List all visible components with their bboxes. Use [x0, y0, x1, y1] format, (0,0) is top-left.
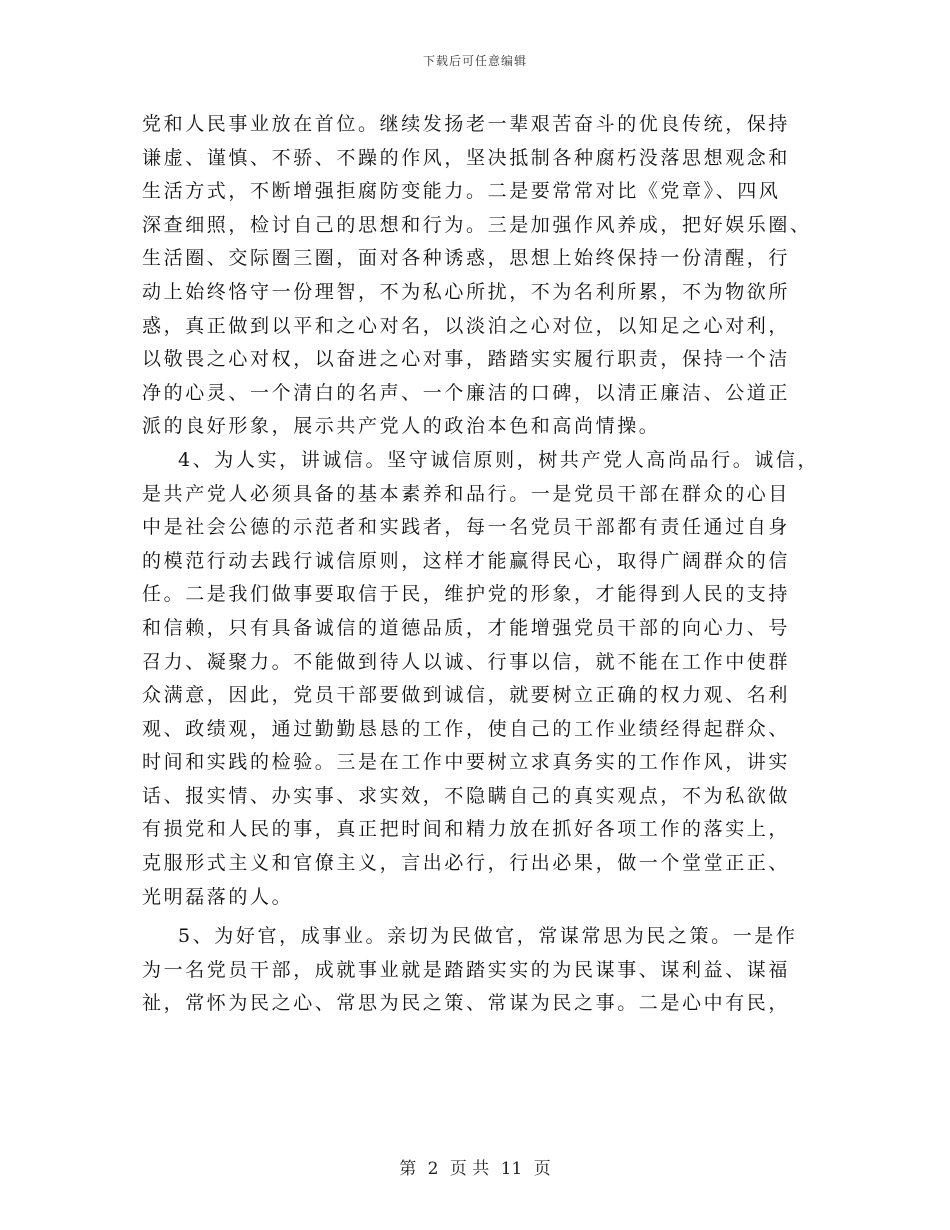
total-page-count: 11	[500, 1159, 523, 1179]
text-line: 的模范行动去践行诚信原则，这样才能赢得民心，取得广阔群众的信	[142, 549, 791, 572]
text-line: 动上始终恪守一份理智，不为私心所扰，不为名利所累，不为物欲所	[142, 280, 791, 303]
text-line: 深查细照，检讨自己的思想和行为。三是加强作风养成，把好娱乐圈、	[142, 213, 812, 236]
current-page-number: 2	[427, 1159, 439, 1179]
footer-prefix: 第	[399, 1159, 417, 1179]
text-line: 时间和实践的检验。三是在工作中要树立求真务实的工作作风，讲实	[142, 751, 791, 774]
text-line: 任。二是我们做事要取信于民，维护党的形象，才能得到人民的支持	[142, 583, 791, 606]
text-line: 4、为人实，讲诚信。坚守诚信原则，树共产党人高尚品行。诚信，	[178, 448, 820, 471]
text-line: 派的良好形象，展示共产党人的政治本色和高尚情操。	[142, 415, 661, 438]
page-header: 下载后可任意编辑	[422, 54, 527, 68]
text-line: 党和人民事业放在首位。继续发扬老一辈艰苦奋斗的优良传统，保持	[142, 113, 791, 135]
text-line: 净的心灵、一个清白的名声、一个廉洁的口碑，以清正廉洁、公道正	[142, 381, 791, 404]
text-line: 以敬畏之心对权，以奋进之心对事，踏踏实实履行职责，保持一个洁	[142, 348, 791, 371]
text-line: 光明磊落的人。	[142, 885, 294, 908]
text-line: 为一名党员干部，成就事业就是踏踏实实的为民谋事、谋利益、谋福	[142, 958, 791, 981]
page-footer	[0, 1154, 950, 1179]
text-line: 惑，真正做到以平和之心对名，以淡泊之心对位，以知足之心对利，	[142, 314, 791, 337]
text-line: 和信赖，只有具备诚信的道德品质，才能增强党员干部的向心力、号	[142, 616, 791, 639]
paragraph-1	[142, 108, 812, 444]
text-line: 5、为好官，成事业。亲切为民做官，常谋常思为民之策。一是作	[178, 925, 798, 948]
text-line: 是共产党人必须具备的基本素养和品行。一是党员干部在群众的心目	[142, 482, 791, 505]
text-line: 谦虚、谨慎、不骄、不躁的作风，坚决抵制各种腐朽没落思想观念和	[142, 146, 791, 169]
paragraph-3	[142, 920, 812, 1021]
text-line: 中是社会公德的示范者和实践者，每一名党员干部都有责任通过自身	[142, 516, 791, 539]
text-line: 克服形式主义和官僚主义，言出必行，行出必果，做一个堂堂正正、	[142, 852, 791, 875]
footer-middle: 页 共	[449, 1159, 490, 1179]
footer-suffix: 页	[533, 1159, 551, 1179]
paragraph-2	[142, 444, 820, 914]
text-line: 生活方式，不断增强拒腐防变能力。二是要常常对比《党章》、四风	[142, 180, 781, 203]
text-line: 祉，常怀为民之心、常思为民之策、常谋为民之事。二是心中有民，	[142, 992, 791, 1015]
document-body	[142, 108, 820, 1021]
text-line: 众满意，因此，党员干部要做到诚信，就要树立正确的权力观、名利	[142, 684, 791, 707]
text-line: 召力、凝聚力。不能做到待人以诚、行事以信，就不能在工作中使群	[142, 650, 791, 673]
text-line: 生活圈、交际圈三圈，面对各种诱惑，思想上始终保持一份清醒，行	[142, 247, 791, 270]
text-line: 有损党和人民的事，真正把时间和精力放在抓好各项工作的落实上，	[142, 818, 791, 841]
text-line: 观、政绩观，通过勤勤恳恳的工作，使自己的工作业绩经得起群众、	[142, 717, 791, 740]
text-line: 话、报实情、办实事、求实效，不隐瞒自己的真实观点，不为私欲做	[142, 784, 791, 807]
